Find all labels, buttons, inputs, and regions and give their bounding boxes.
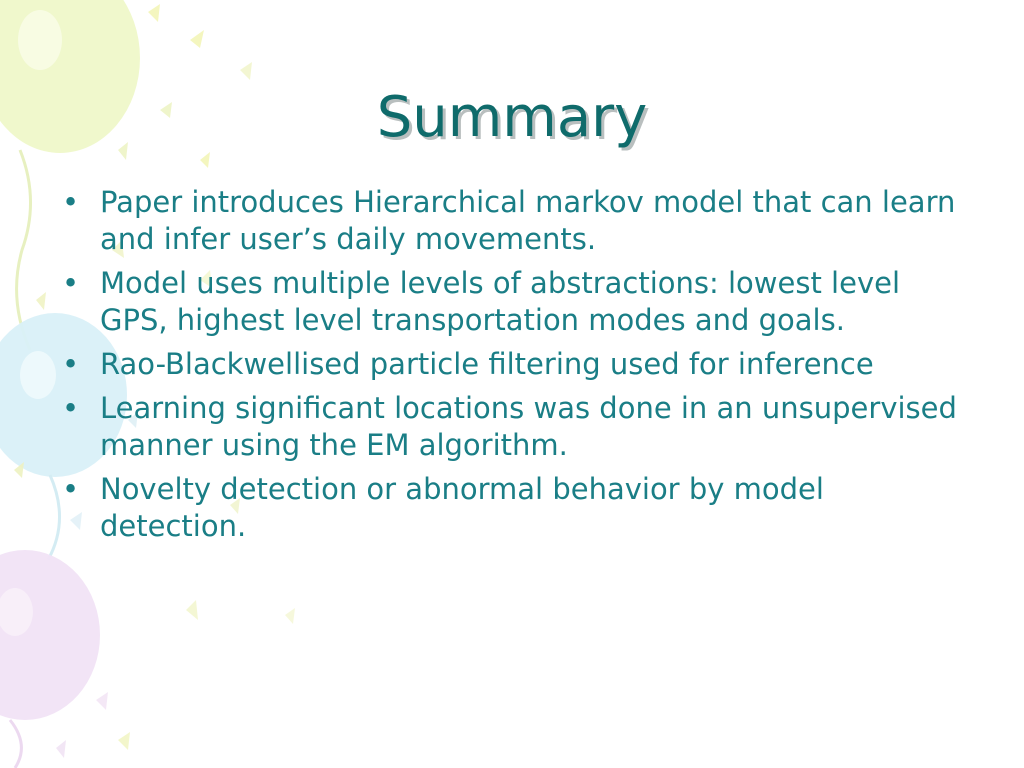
bullet-item [62, 471, 974, 545]
bullet-text: Model uses multiple levels of abstractions: lowest level GPS, highest level transportation modes and goals. [100, 266, 901, 337]
bullet-item [62, 346, 974, 383]
bullet-icon: • [62, 472, 80, 506]
bullet-icon: • [62, 185, 80, 219]
bullet-item [62, 184, 974, 258]
bullet-icon: • [62, 266, 80, 300]
bullet-text: Rao-Blackwellised particle filtering used for inference [100, 347, 874, 381]
bullet-text: Learning significant locations was done in an unsupervised manner using the EM algorithm. [100, 391, 957, 462]
bullet-text: Novelty detection or abnormal behavior by model detection. [100, 472, 824, 543]
bullet-icon: • [62, 347, 80, 381]
bullet-item [62, 390, 974, 464]
bullet-item [62, 265, 974, 339]
slide-title: Summary [376, 85, 648, 150]
bullet-text: Paper introduces Hierarchical markov model that can learn and infer user’s daily movements. [100, 185, 956, 256]
purple-balloon-icon [0, 550, 100, 768]
bullet-list [62, 184, 974, 552]
bullet-icon: • [62, 391, 80, 425]
